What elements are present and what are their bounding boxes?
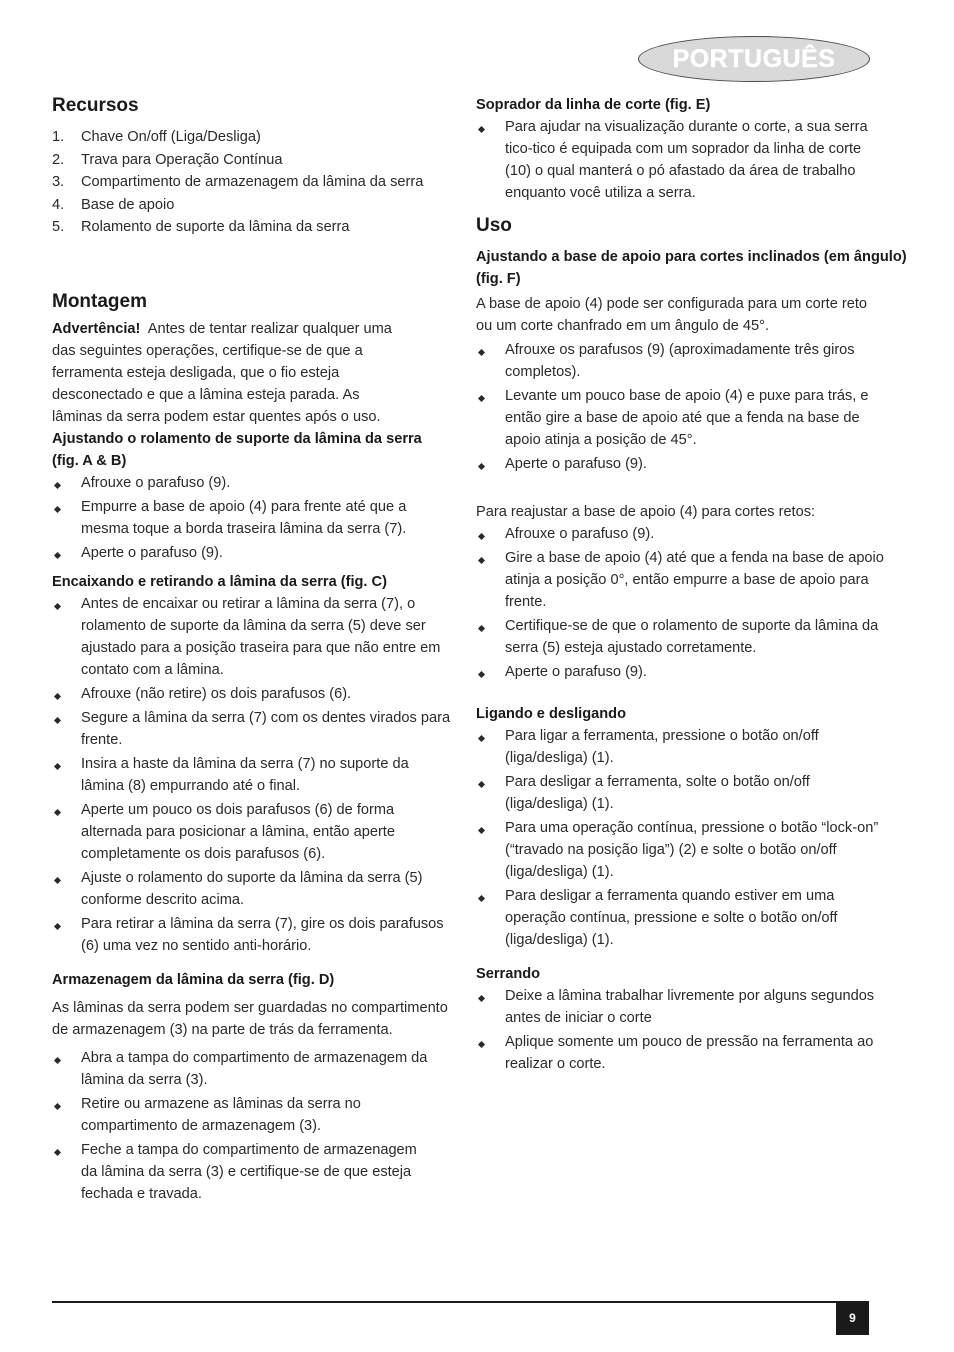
list-item: 5. Rolamento de suporte da lâmina da serra <box>52 219 350 236</box>
list-item: Aperte um pouco os dois parafusos (6) de forma alternada para posicionar a lâmina, então aperte completamente os dois parafusos (6). <box>52 799 452 865</box>
language-badge <box>638 36 870 82</box>
list-item: Para desligar a ferramenta, solte o botão on/off (liga/desliga) (1). <box>476 771 825 815</box>
language-label: PORTUGUÊS <box>672 44 836 73</box>
list-item: Ajuste o rolamento do suporte da lâmina da serra (5) conforme descrito acima. <box>52 867 452 911</box>
list-item: Afrouxe o parafuso (9). <box>52 472 452 494</box>
list-item: Para ajudar na visualização durante o corte, a sua serra tico-tico é equipada com um soprador da linha de corte (10) o qual manterá o pó afastado da área de trabalho enquanto você utiliza a serra. <box>476 116 886 204</box>
armazenagem-heading: Armazenagem da lâmina da serra (fig. D) <box>52 972 335 988</box>
footer-rule <box>52 1301 868 1303</box>
armazenagem-intro: As lâminas da serra podem ser guardadas no compartimento de armazenagem (3) na parte de trás da ferramenta. <box>52 1000 448 1038</box>
recursos-section <box>52 94 423 239</box>
list-item: Insira a haste da lâmina da serra (7) no suporte da lâmina (8) empurrando até o final. <box>52 753 452 797</box>
retos-intro: Para reajustar a base de apoio (4) para cortes retos: <box>476 504 816 520</box>
ligando-list <box>476 725 896 951</box>
list-item: Para ligar a ferramenta, pressione o botão on/off (liga/desliga) (1). <box>476 725 825 769</box>
ligando-heading: Ligando e desligando <box>476 706 626 722</box>
uso-section <box>476 214 912 1075</box>
soprador-heading: Soprador da linha de corte (fig. E) <box>476 97 711 113</box>
list-item: Segure a lâmina da serra (7) com os dentes virados para frente. <box>52 707 452 751</box>
list-item: Certifique-se de que o rolamento de suporte da lâmina da serra (5) esteja ajustado corretamente. <box>476 615 885 659</box>
soprador-list <box>476 116 886 204</box>
list-item: Aperte o parafuso (9). <box>476 453 876 475</box>
armazenagem-list <box>52 1047 452 1205</box>
serrando-heading: Serrando <box>476 966 541 982</box>
list-item: 1. Chave On/off (Liga/Desliga) <box>52 129 261 145</box>
list-item: Retire ou armazene as lâminas da serra no compartimento de armazenagem (3). <box>52 1093 452 1137</box>
warning-label: Advertência! <box>52 321 141 337</box>
serrando-list <box>476 985 876 1075</box>
recursos-heading: Recursos <box>52 95 139 116</box>
soprador-section <box>476 94 886 204</box>
list-item: Para desligar a ferramenta quando estiver em uma operação contínua, pressione e solte o botão on/off (liga/desliga) (1). <box>476 885 896 951</box>
list-item: Afrouxe (não retire) os dois parafusos (6). <box>52 683 452 705</box>
list-item: Levante um pouco base de apoio (4) e puxe para trás, e então gire a base de apoio até que a fenda na base de apoio atinja a posição de 45°. <box>476 385 876 451</box>
encaixe-heading: Encaixando e retirando a lâmina da serra (fig. C) <box>52 574 387 590</box>
list-item: Abra a tampa do compartimento de armazenagem da lâmina da serra (3). <box>52 1047 452 1091</box>
retos-list <box>476 523 912 683</box>
encaixe-list <box>52 593 452 957</box>
warning-paragraph <box>52 318 402 428</box>
uso-heading: Uso <box>476 215 512 236</box>
list-item: Aplique somente um pouco de pressão na ferramenta ao realizar o corte. <box>476 1031 876 1075</box>
armazenagem-section <box>52 969 462 1205</box>
list-item: Antes de encaixar ou retirar a lâmina da serra (7), o rolamento de suporte da lâmina da serra (5) deve ser ajustado para a posição traseira para que não entre em contato com a lâmina. <box>52 593 452 681</box>
list-item: Feche a tampa do compartimento de armazenagem da lâmina da serra (3) e certifique-se de que esteja fechada e travada. <box>52 1139 436 1205</box>
list-item: Deixe a lâmina trabalhar livremente por alguns segundos antes de iniciar o corte <box>476 985 876 1029</box>
page-number: 9 <box>836 1301 869 1335</box>
list-item: 2. Trava para Operação Contínua <box>52 151 283 168</box>
list-item: 3. Compartimento de armazenagem da lâmina da serra <box>52 174 424 191</box>
ajuste-rolamento-heading: Ajustando o rolamento de suporte da lâmina da serra (fig. A & B) <box>52 431 422 469</box>
list-item: Afrouxe o parafuso (9). <box>476 523 912 545</box>
montagem-heading: Montagem <box>52 291 147 312</box>
inclinados-intro: A base de apoio (4) pode ser configurada para um corte reto ou um corte chanfrado em um ângulo de 45°. <box>476 296 868 334</box>
montagem-section <box>52 290 452 957</box>
list-item: 4. Base de apoio <box>52 196 175 213</box>
list-item: Empurre a base de apoio (4) para frente até que a mesma toque a borda traseira lâmina da serra (7). <box>52 496 452 540</box>
inclinados-list <box>476 339 876 475</box>
list-item: Gire a base de apoio (4) até que a fenda na base de apoio atinja a posição 0°, então empurre a base de apoio para frente. <box>476 547 912 613</box>
list-item: Para retirar a lâmina da serra (7), gire os dois parafusos (6) uma vez no sentido anti-horário. <box>52 913 452 957</box>
list-item: Aperte o parafuso (9). <box>476 661 912 683</box>
list-item: Aperte o parafuso (9). <box>52 542 452 564</box>
warning-text: Antes de tentar realizar qualquer uma das seguintes operações, certifique-se de que a ferramenta esteja desligada, que o fio esteja desconectado e que a lâmina esteja parada. As lâminas da serra podem estar quentes após o uso. <box>52 321 392 425</box>
features-list <box>52 126 423 239</box>
list-item: Afrouxe os parafusos (9) (aproximadamente três giros completos). <box>476 339 876 383</box>
list-item: Para uma operação contínua, pressione o botão “lock-on” (“travado na posição liga”) (2) e solte o botão on/off (liga/desliga) (1). <box>476 817 885 883</box>
ajuste-rolamento-list <box>52 472 452 564</box>
inclinados-heading: Ajustando a base de apoio para cortes inclinados (em ângulo) (fig. F) <box>476 249 907 287</box>
